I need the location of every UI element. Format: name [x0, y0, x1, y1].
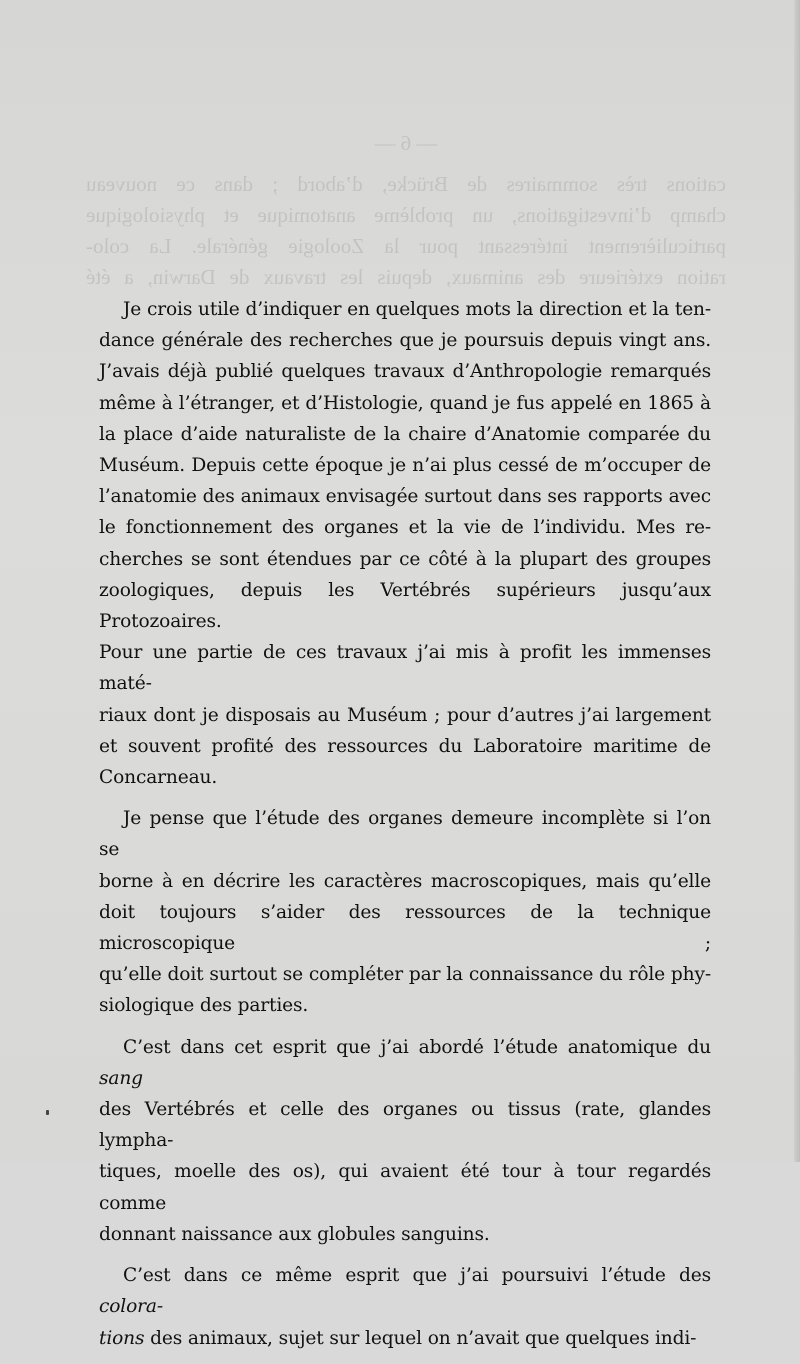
text-line: Muséum. Depuis cette époque je n’ai plus cessé de m’occuper de: [99, 455, 711, 477]
text-line: dance générale des recherches que je poursuis depuis vingt ans.: [99, 330, 711, 352]
text-run: tiques, moelle des os), qui avaient été tour à tour regardés comme: [99, 1161, 711, 1214]
document-body: [99, 294, 711, 1364]
text-line: Pour une partie de ces travaux j’ai mis à profit les immenses maté-: [99, 642, 711, 695]
text-line: riaux dont je disposais au Muséum ; pour d’autres j’ai largement: [99, 704, 711, 726]
text-line: [99, 1323, 711, 1354]
italic-term: tions: [99, 1327, 145, 1349]
text-line: Concarneau.: [99, 767, 218, 789]
text-line: [99, 1032, 711, 1094]
text-line: l’anatomie des animaux envisagée surtout dans ses rapports avec: [99, 486, 711, 508]
page-edge: [794, 0, 800, 1162]
text-run: donnant naissance aux globules sanguins.: [99, 1223, 490, 1245]
text-line: la place d’aide naturaliste de la chaire d’Anatomie comparée du: [99, 423, 711, 445]
text-line: et souvent profité des ressources du Laboratoire maritime de: [99, 735, 711, 757]
paper-speck: [46, 1110, 49, 1115]
text-run: des animaux, sujet sur lequel on n’avait que quelques indi-: [144, 1327, 697, 1349]
bleed-through-text: — 6 — cations très sommaires de Brücke, d’abord ; dans ce nouveau champ d’investigations, un problème anatomique et physiologique particulièrement intéressant pour la Zoologie générale. La colo- ration extérieure des animaux, depuis les travaux de Darwin, a été: [86, 131, 726, 289]
text-line: doit toujours s’aider des ressources de la technique microscopique ;: [99, 901, 711, 955]
text-line: zoologiques, depuis les Vertébrés supérieurs jusqu’aux Protozoaires.: [99, 579, 711, 633]
text-run: C’est dans ce même esprit que j’ai poursuivi l’étude des: [123, 1265, 711, 1287]
text-line: [99, 1260, 711, 1322]
text-line: [99, 1094, 711, 1156]
text-line: Je crois utile d’indiquer en quelques mots la direction et la ten-: [123, 299, 711, 320]
paragraph: [99, 1032, 711, 1250]
text-run: des Vertébrés et celle des organes ou tissus (rate, glandes lympha-: [99, 1099, 711, 1152]
italic-term: colora-: [99, 1296, 163, 1318]
text-line: même à l’étranger, et d’Histologie, quand je fus appelé en 1865 à: [99, 392, 711, 414]
text-line: J’avais déjà publié quelques travaux d’Anthropologie remarqués: [99, 361, 711, 383]
text-line: [99, 1219, 711, 1250]
text-line: [99, 1156, 711, 1218]
text-line: qu’elle doit surtout se compléter par la connaissance du rôle phy-: [99, 964, 711, 986]
paragraph: [99, 294, 711, 793]
paragraph: [99, 803, 711, 1021]
paragraph: [99, 1260, 711, 1354]
text-line: Je pense que l’étude des organes demeure incomplète si l’on se: [99, 808, 711, 861]
text-line: cherches se sont étendues par ce côté à la plupart des groupes: [99, 548, 711, 570]
italic-term: sang: [99, 1067, 143, 1089]
text-run: C’est dans cet esprit que j’ai abordé l’étude anatomique du: [123, 1036, 711, 1058]
text-line: siologique des parties.: [99, 995, 309, 1017]
text-line: le fonctionnement des organes et la vie de l’individu. Mes re-: [99, 517, 711, 539]
text-line: borne à en décrire les caractères macroscopiques, mais qu’elle: [99, 870, 711, 892]
